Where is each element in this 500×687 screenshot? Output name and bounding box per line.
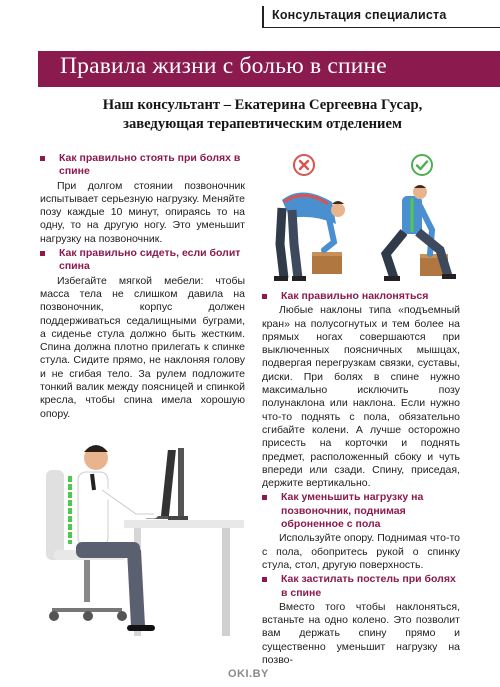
- lifting-illustration: [262, 180, 487, 285]
- section-text: При долгом стоянии позвоночник испытывает серьезную нагрузку. Меняйте позу каждые 10 минут, опираясь то на одну, то на другую ногу. Это уменьшит нагрузку на позвоночник.: [40, 179, 245, 245]
- cross-icon: [293, 154, 315, 176]
- bullet-icon: [262, 294, 267, 299]
- check-icon: [411, 154, 433, 176]
- watermark: OKI.BY: [228, 668, 269, 680]
- section-heading: Как правильно стоять при болях в спине: [40, 152, 245, 179]
- desk-sitting-illustration: [36, 430, 251, 642]
- right-column: [262, 290, 460, 667]
- wrong-lifting-figure: [274, 192, 345, 281]
- left-column: [40, 152, 245, 421]
- section-heading: Как правильно наклоняться: [262, 290, 460, 303]
- section-heading: Как уменьшить нагрузку на позвоночник, поднимая оброненное с пола: [262, 491, 460, 531]
- section-heading: Как застилать постель при болях в спине: [262, 573, 460, 600]
- section-tag: Консультация специалиста: [262, 6, 500, 28]
- bullet-icon: [262, 577, 267, 582]
- consultant-line-1: Наш консультант – Екатерина Сергеевна Гусар,: [102, 97, 423, 113]
- consultant-info: [40, 96, 485, 134]
- bullet-icon: [40, 251, 45, 256]
- section-text: Любые наклоны типа «подъемный кран» на полусогнутых и тем более на прямых ногах совершаются при выключенных поясничных мышцах, подвергая перегрузкам связки, суставы, диски. При болях в спине нужно максимально исключить позу полунаклона или наклона. Если нужно что-то поднять с пола, обязательно сгибайте колени. А лучше осторожно присесть на корточки и поднять предмет, расположенный сбоку и чуть впереди или сзади. Спину, приседая, держите вертикально.: [262, 304, 460, 490]
- bullet-icon: [262, 495, 267, 500]
- page-title: Правила жизни с болью в спине: [60, 53, 387, 79]
- section-text: Вместо того чтобы наклоняться, встаньте на одно колено. Это позволит вам держать спину прямо и существенно уменьшит нагрузку на позво-: [262, 600, 460, 667]
- section-text: Избегайте мягкой мебели: чтобы масса тела не слишком давила на позвоночник, корпус должен поддерживаться седалищными буграми, а сиденье стула должно быть жестким. Спина должна плотно прилегать к спинке стула. Сидите прямо, не наклоняя голову и не сгибая тело. За рулем подложите тонкий валик между поясницей и спинкой кресла, чтобы спина имела хорошую опору.: [40, 274, 245, 420]
- section-text: Используйте опору. Поднимая что-то с пола, обопритесь рукой о спинку стула, стол, другую поверхность.: [262, 532, 460, 571]
- consultant-line-2: заведующая терапевтическим отделением: [123, 116, 402, 132]
- correct-lifting-figure: [384, 185, 456, 281]
- bullet-icon: [40, 156, 45, 161]
- section-heading: Как правильно сидеть, если болит спина: [40, 247, 245, 274]
